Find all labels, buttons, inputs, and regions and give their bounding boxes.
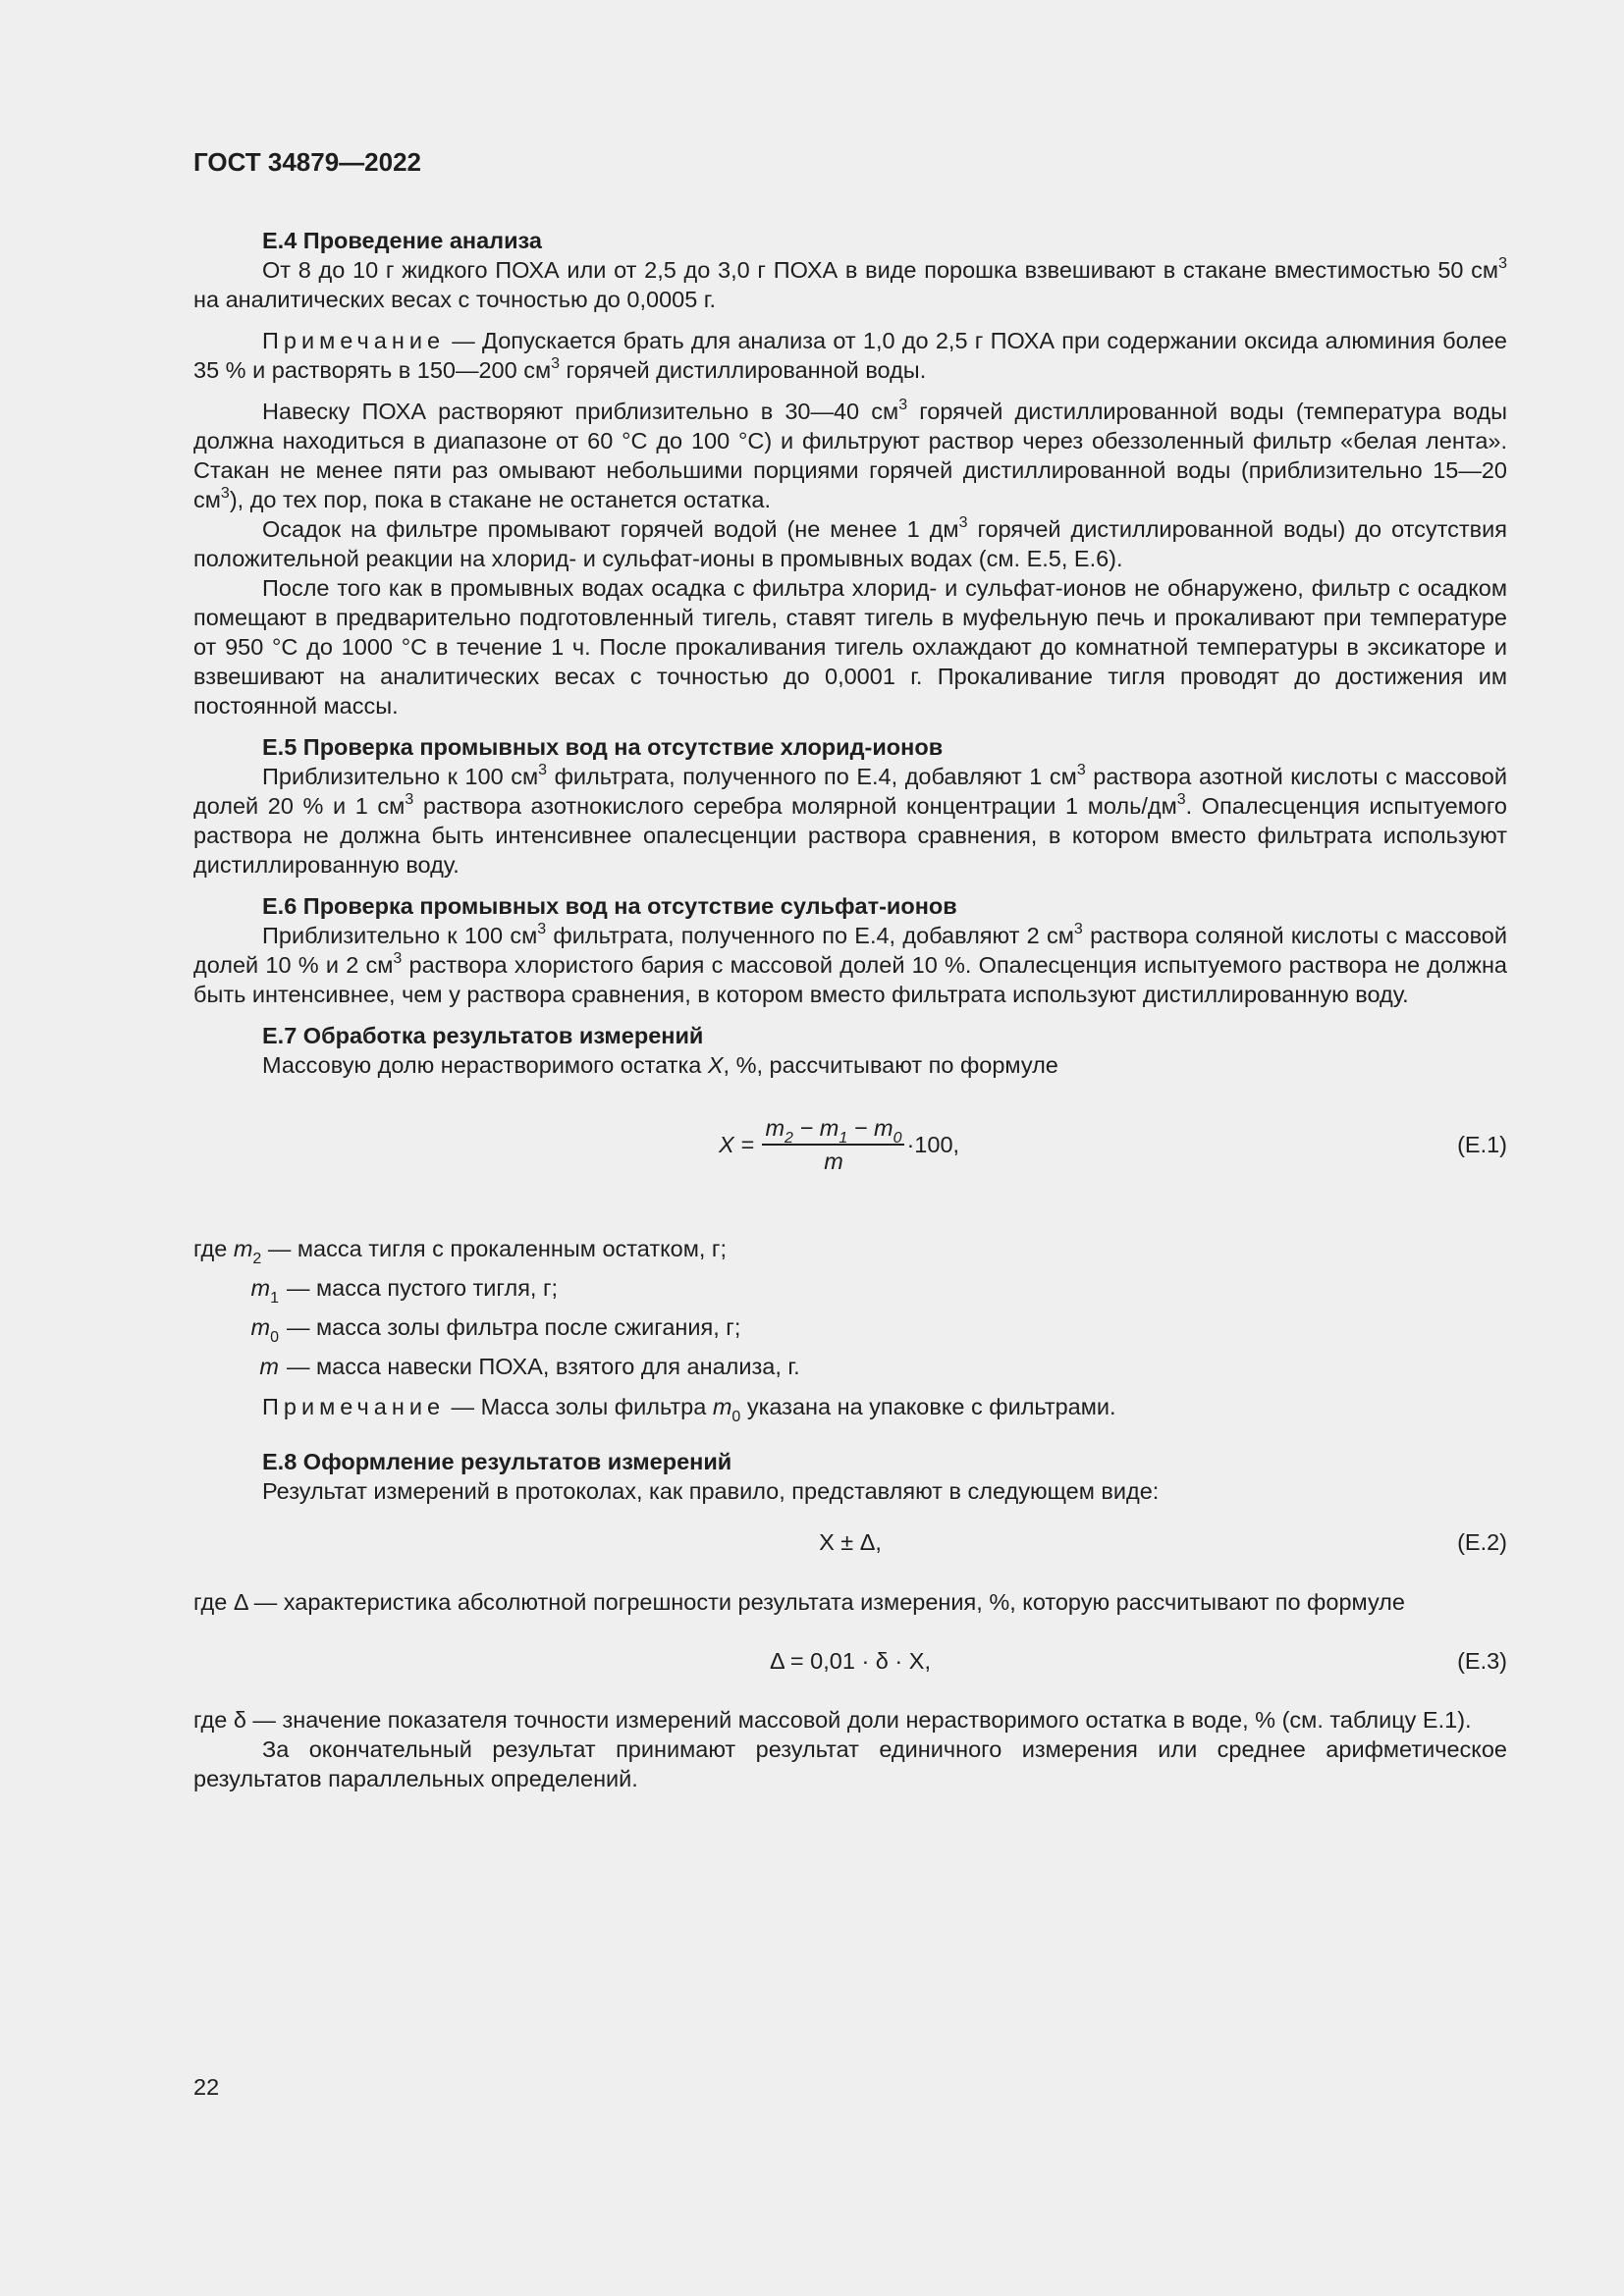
section-e6-title: Е.6 Проверка промывных вод на отсутствие сульфат-ионов: [262, 893, 957, 919]
formula-e1-number: (Е.1): [1457, 1132, 1507, 1157]
e4-paragraph-3: Осадок на фильтре промывают горячей водой (не менее 1 $дм^3$ горячей дистиллированной воды) до отсутствия положительной реакции на хлорид- и сульфат-ионы в промывных водах (см. Е.5, Е.6).: [193, 514, 1507, 571]
document-body: [193, 226, 1507, 1793]
formula-e2: [193, 1527, 1507, 1557]
formula-e3: [193, 1646, 1507, 1676]
e4-note: Примечание — Допускается брать для анализа от 1,0 до 2,5 г ПОХА при содержании оксида алюминия более 35 % и растворять в 150—200 $см^3$ горячей дистиллированной воды.: [193, 328, 1507, 383]
section-e4-title: Е.4 Проведение анализа: [262, 228, 542, 253]
e8-small-delta-definition: где δ — значение показателя точности измерений массовой доли нерастворимого остатка в воде, % (см. таблицу Е.1).: [193, 1707, 1472, 1733]
formula-e1-tail: ·100,: [906, 1132, 960, 1157]
e8-delta-definition: где Δ — характеристика абсолютной погрешности результата измерения, %, которую рассчитывают по формуле: [193, 1589, 1405, 1615]
definition-m: m — масса навески ПОХА, взятого для анализа, г.: [259, 1354, 800, 1379]
e5-paragraph: Приблизительно к 100 $см^3$ фильтрата, полученного по Е.4, добавляют 1 $см^3$ раствора азотной кислоты с массовой долей 20 % и 1 $см^3$ раствора азотнокислого серебра молярной концентрации 1 моль/$дм^3$. Опалесценция испытуемого раствора не должна быть интенсивнее опалесценции раствора сравнения, в котором вместо фильтрата используют дистиллированную воду.: [193, 762, 1507, 878]
formula-e1: [193, 1099, 1507, 1190]
formula-e1-denominator: m: [824, 1148, 843, 1174]
definition-m2: где $m_2$ — масса тигля с прокаленным остатком, г;: [193, 1236, 728, 1267]
formula-e3-expression: Δ = 0,01 · δ · X,: [770, 1648, 931, 1674]
variable-definitions: [193, 1229, 1507, 1386]
definition-m1: $m_1$ — масса пустого тигля, г;: [250, 1275, 559, 1307]
e4-paragraph-1: От 8 до 10 г жидкого ПОХА или от 2,5 до 3,0 г ПОХА в виде порошка взвешивают в стакане вместимостью 50 $см^3$ на аналитических весах с точностью до 0,0005 г.: [193, 255, 1507, 312]
formula-e3-number: (Е.3): [1457, 1648, 1507, 1674]
e4-paragraph-2: Навеску ПОХА растворяют приблизительно в 30—40 $см^3$ горячей дистиллированной воды (температура воды должна находиться в диапазоне от 60 °С до 100 °С) и фильтруют раствор через обеззоленный фильтр «белая лента». Стакан не менее пяти раз омывают небольшими порциями горячей дистиллированной воды (приблизительно 15—20 $см^3$), до тех пор, пока в стакане не останется остатка.: [193, 397, 1507, 512]
e7-note: Примечание — Масса золы фильтра $m_0$ указана на упаковке с фильтрами.: [262, 1394, 1116, 1425]
e4-paragraph-4: После того как в промывных водах осадка с фильтра хлорид- и сульфат-ионов не обнаружено, фильтр с осадком помещают в предварительно подготовленный тигель, ставят тигель в муфельную печь и прокаливают при температуре от 950 °С до 1000 °С в течение 1 ч. После прокаливания тигель охлаждают до комнатной температуры в эксикаторе и взвешивают на аналитических весах с точностью до 0,0001 г. Прокаливание тигля проводят до достижения им постоянной массы.: [193, 575, 1507, 719]
section-e8-title: Е.8 Оформление результатов измерений: [262, 1449, 732, 1474]
note-label: Примечание: [262, 1394, 446, 1419]
e8-final-paragraph: За окончательный результат принимают результат единичного измерения или среднее арифметическое результатов параллельных определений.: [193, 1736, 1507, 1791]
formula-e1-fraction: [762, 1114, 904, 1175]
e6-paragraph: Приблизительно к 100 $см^3$ фильтрата, полученного по Е.4, добавляют 2 $см^3$ раствора соляной кислоты с массовой долей 10 % и 2 $см^3$ раствора хлористого бария с массовой долей 10 %. Опалесценция испытуемого раствора не должна быть интенсивнее, чем у раствора сравнения, в котором вместо фильтрата используют дистиллированную воду.: [193, 921, 1507, 1007]
formula-e2-number: (Е.2): [1457, 1529, 1507, 1555]
page-number: 22: [193, 2074, 220, 2100]
e8-intro: Результат измерений в протоколах, как правило, представляют в следующем виде:: [262, 1478, 1160, 1504]
note-label: Примечание: [262, 328, 446, 353]
section-e7-title: Е.7 Обработка результатов измерений: [262, 1023, 704, 1048]
document-header: ГОСТ 34879—2022: [193, 147, 421, 177]
definition-m0: $m_0$ — масса золы фильтра после сжигания, г;: [250, 1314, 741, 1346]
formula-e2-expression: X ± Δ,: [819, 1529, 882, 1555]
formula-e1-lhs: X =: [719, 1132, 761, 1157]
section-e5-title: Е.5 Проверка промывных вод на отсутствие хлорид-ионов: [262, 734, 944, 760]
e7-intro: Массовую долю нерастворимого остатка X, %, рассчитывают по формуле: [262, 1052, 1058, 1078]
formula-e1-numerator: $m_2 - m_1 - m_0$: [762, 1114, 904, 1146]
